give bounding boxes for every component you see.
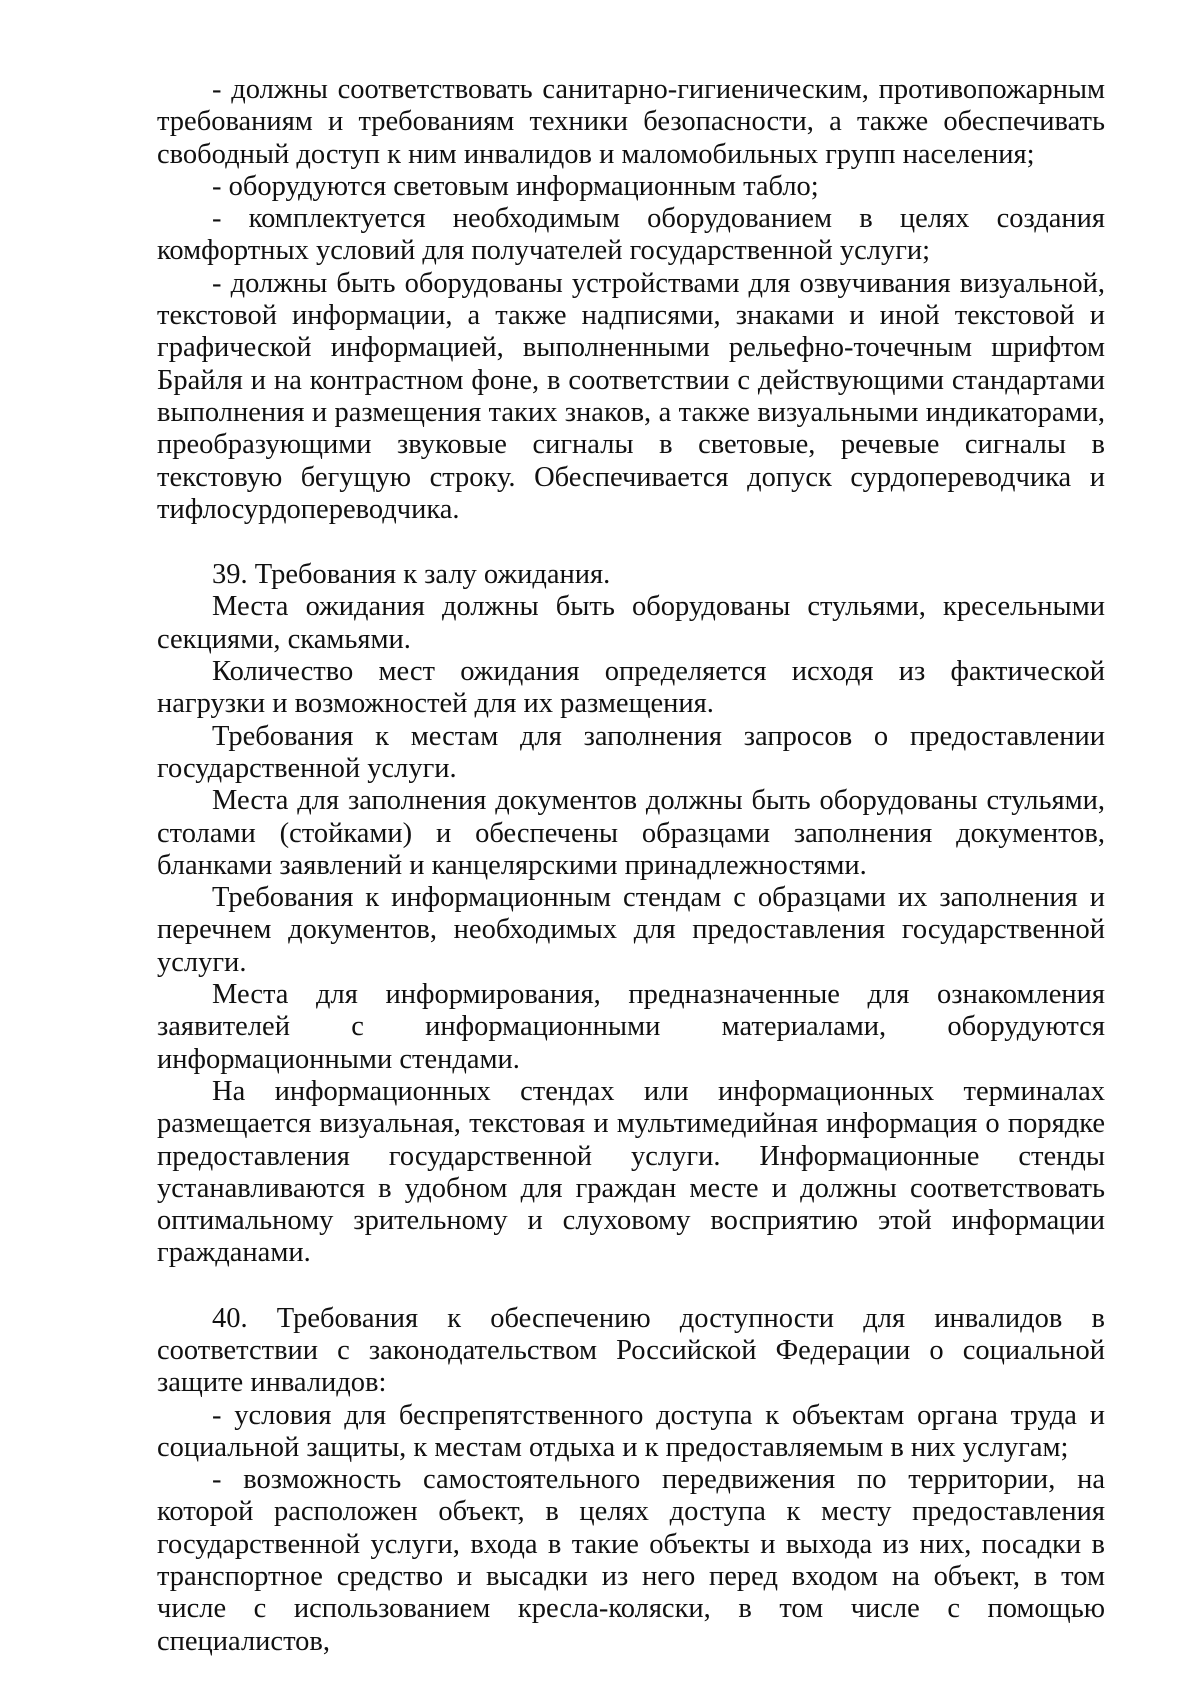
- paragraph: - комплектуется необходимым оборудованием в целях создания комфортных условий для получателей государственной услуги;: [157, 203, 1105, 267]
- paragraph: Количество мест ожидания определяется исходя из фактической нагрузки и возможностей для их размещения.: [157, 656, 1105, 720]
- paragraph: Места ожидания должны быть оборудованы стульями, кресельными секциями, скамьями.: [157, 591, 1105, 655]
- paragraph: - должны быть оборудованы устройствами для озвучивания визуальной, текстовой информации, а также надписями, знаками и иной текстовой и графической информацией, выполненными рельефно-точечным шрифтом Брайля и на контрастном фоне, в соответствии с действующими стандартами выполнения и размещения таких знаков, а также визуальными индикаторами, преобразующими звуковые сигналы в световые, речевые сигналы в текстовую бегущую строку. Обеспечивается допуск сурдопереводчика и тифлосурдопереводчика.: [157, 267, 1105, 525]
- paragraph: На информационных стендах или информационных терминалах размещается визуальная, текстовая и мультимедийная информация о порядке предоставления государственной услуги. Информационные стенды устанавливаются в удобном для граждан месте и должны соответствовать оптимальному зрительному и слуховому восприятию этой информации гражданами.: [157, 1075, 1105, 1269]
- section-heading-39: 39. Требования к залу ожидания.: [212, 559, 611, 591]
- section-spacer: [157, 526, 1105, 559]
- document-page: [157, 74, 1105, 1658]
- paragraph: - оборудуются световым информационным табло;: [212, 170, 819, 202]
- paragraph: - должны соответствовать санитарно-гигиеническим, противопожарным требованиям и требованиям техники безопасности, а также обеспечивать свободный доступ к ним инвалидов и маломобильных групп населения;: [157, 74, 1105, 170]
- paragraph: Требования к информационным стендам с образцами их заполнения и перечнем документов, необходимых для предоставления государственной услуги.: [157, 882, 1105, 978]
- paragraph: - условия для беспрепятственного доступа к объектам органа труда и социальной защиты, к местам отдыха и к предоставляемым в них услугам;: [157, 1399, 1105, 1463]
- paragraph: - возможность самостоятельного передвижения по территории, на которой расположен объект, в целях доступа к месту предоставления государственной услуги, входа в такие объекты и выхода из них, посадки в транспортное средство и высадки из него перед входом на объект, в том числе с использованием кресла-коляски, в том числе с помощью специалистов,: [157, 1464, 1105, 1657]
- paragraph: Требования к местам для заполнения запросов о предоставлении государственной услуги.: [157, 720, 1105, 784]
- section-spacer: [157, 1270, 1105, 1303]
- paragraph: Места для информирования, предназначенные для ознакомления заявителей с информационными материалами, оборудуются информационными стендами.: [157, 979, 1105, 1075]
- paragraph: Места для заполнения документов должны быть оборудованы стульями, столами (стойками) и обеспечены образцами заполнения документов, бланками заявлений и канцелярскими принадлежностями.: [157, 785, 1105, 881]
- section-heading-40: 40. Требования к обеспечению доступности для инвалидов в соответствии с законодательством Российской Федерации о социальной защите инвалидов:: [157, 1302, 1105, 1399]
